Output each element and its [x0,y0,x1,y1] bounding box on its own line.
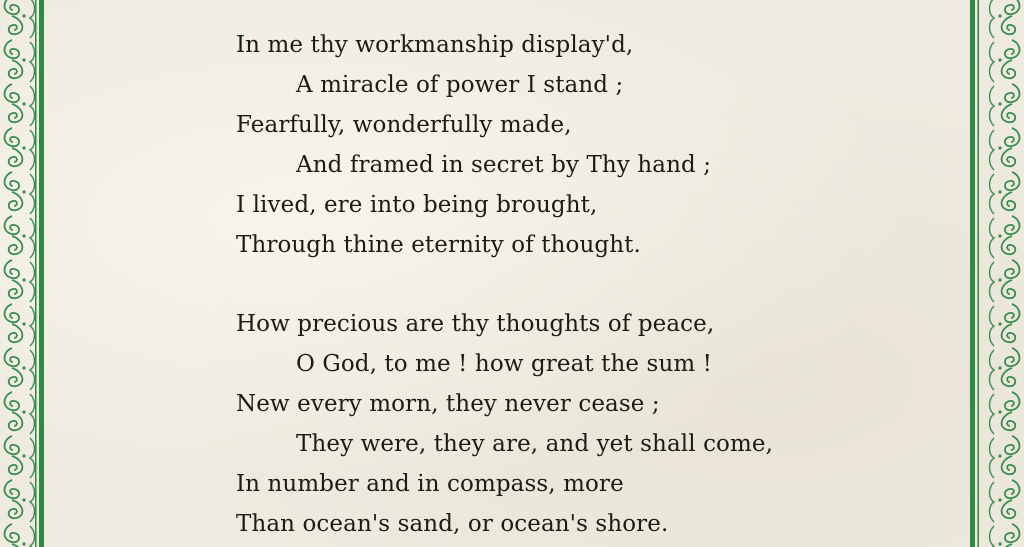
right-ornamental-border [968,0,1024,547]
stanza-2 [236,307,773,547]
poem-line: How precious are thy thoughts of peace, [236,311,715,337]
stanza-1 [236,28,711,268]
poem-line: Fearfully, wonderfully made, [236,112,572,138]
poem-line: O God, to me ! how great the sum ! [296,351,713,377]
poem-line: I lived, ere into being brought, [236,192,598,218]
poem-line: A miracle of power I stand ; [296,72,624,98]
right-border-scroll-icon [968,0,1024,547]
poem-line: And framed in secret by Thy hand ; [296,152,712,178]
poem-line: They were, they are, and yet shall come, [296,431,774,457]
left-ornamental-border [0,0,56,547]
poem-line: New every morn, they never cease ; [236,391,660,417]
poem-line: In me thy workmanship display'd, [236,32,634,58]
poem-line: In number and in compass, more [236,471,624,497]
poem-line: Than ocean's sand, or ocean's shore. [236,511,669,537]
poem-line: Through thine eternity of thought. [236,232,641,258]
left-border-scroll-icon [0,0,56,547]
